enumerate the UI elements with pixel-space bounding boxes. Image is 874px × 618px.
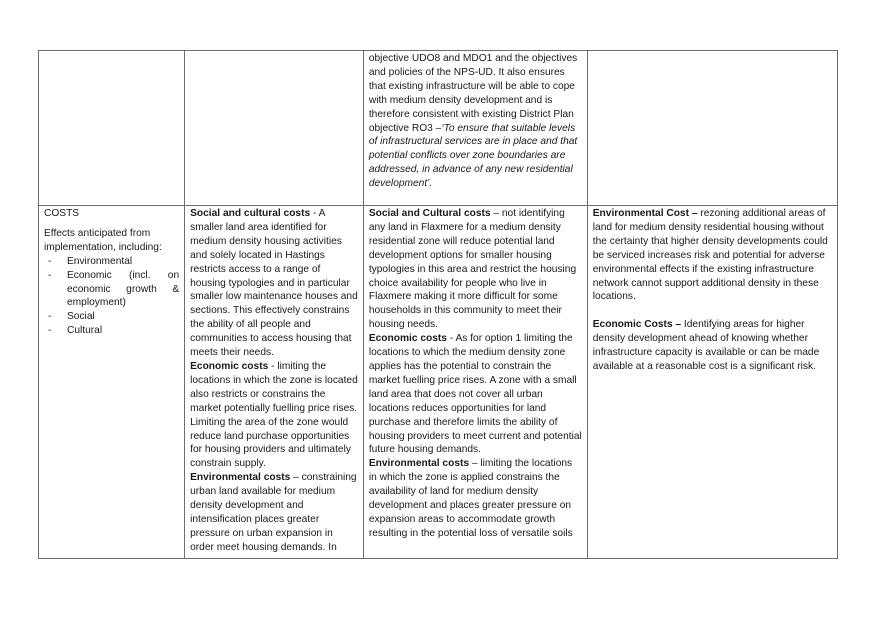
table-cell-costs-label [39,206,185,559]
cost-text: - A smaller land area identified for medium density housing activities and solely located in Hastings restricts access to a range of housing typologies and in particular smaller low maintenance houses and sections. This effectively constrains the ability of all people and communities to access housing that meets their needs. [190,208,358,359]
cost-text: – not identifying any land in Flaxmere for a medium density residential zone will reduce potential land development options for smaller housing typologies in this area and restrict the housing choice availability for people who live in Flaxmere making it more difficult for some households in this community to meet their housing needs. [368,208,577,331]
cost-paragraph [190,471,358,554]
cost-paragraph [190,360,358,471]
cost-paragraph [369,332,582,457]
cost-title: Environmental costs [368,458,470,470]
list-item [44,269,179,311]
table-cell-option1-costs [185,206,364,559]
cost-title: Economic Costs – [592,319,682,331]
cost-title: Environmental Cost – [592,208,698,219]
cost-paragraph [369,207,582,332]
cost-title: Social and Cultural costs [368,208,491,219]
cost-benefit-table [38,50,838,559]
cost-text: - limiting the locations in which the zone is located also restricts or constrains the market potentially fuelling price rises. Limiting the area of the zone would reduce land purchase opportunities for housing providers and ultimately constrain supply. [190,360,358,470]
table-cell-empty [185,51,364,206]
list-item-text: Economic (incl. on economic growth & employment) [67,269,180,309]
objective-quote: ‘To ensure that suitable levels of infrastructural services are in place and that potential conflicts over zone boundaries are addressed, in advance of any new residential development’. [368,122,578,190]
costs-heading: COSTS [44,208,80,219]
cost-paragraph [369,457,582,540]
list-item: - Environmental [44,255,179,269]
objective-text: objective UDO8 and MDO1 and the objectives and policies of the NPS-UD. It also ensures that existing infrastructure will be able to cope with medium density development and is therefore consistent with existing District Plan objective RO3 – [368,53,578,134]
table-row [39,51,838,206]
cost-text: - As for option 1 limiting the locations to which the medium density zone applies has the potential to constrain the market fuelling price rises. A zone with a small land area that does not cover all urban locations reduces opportunities for land purchase and therefore limits the ability of housing providers to meet current and potential future housing demands. [368,333,582,456]
cost-text: Identifying areas for higher density development ahead of knowing whether infrastructure capacity is available or can be made available at a reasonable cost is a significant risk. [592,319,820,372]
cost-title: Economic costs [190,360,269,372]
table-cell-option2-costs [363,206,587,559]
cost-paragraph [593,207,832,304]
costs-intro: Effects anticipated from implementation, including: [44,227,162,253]
table-cell-option3-costs [587,206,837,559]
cost-paragraph [190,207,358,360]
effects-list [44,255,179,338]
cost-title: Environmental costs [190,472,291,484]
cost-paragraph [593,318,832,374]
cost-title: Economic costs [368,333,447,345]
cost-title: Social and cultural costs [190,208,311,219]
cost-text: – limiting the locations in which the zone is applied constrains the availability of land for medium density development and places greater pressure on expansion areas to accommodate growth resulting in the potential loss of versatile soils [368,458,573,539]
table-cell-option-text [363,51,587,206]
list-item: - Cultural [44,324,179,338]
cost-text: – constraining urban land available for medium density development and intensification places greater pressure on urban expansion in order meet housing demands. In [190,472,357,553]
list-item: - Social [44,310,179,324]
cost-text: rezoning additional areas of land for medium density residential housing without the certainty that higher density developments could be serviced increases risk and potential for adverse environmental effects if the existing infrastructure network cannot support additional density in these locations. [592,208,828,303]
table-cell-empty [39,51,185,206]
table-cell-empty [587,51,837,206]
table-row [39,206,838,559]
